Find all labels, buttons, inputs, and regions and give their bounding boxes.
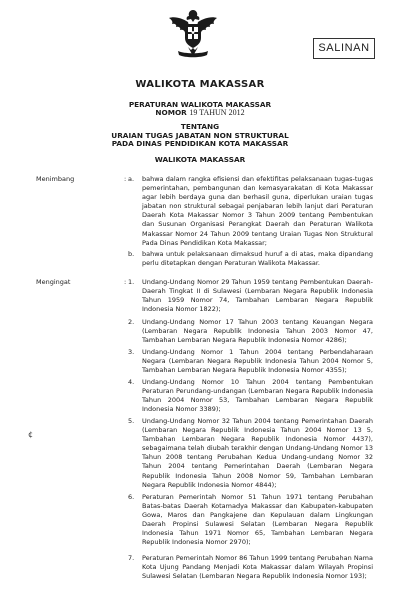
about-heading: TENTANG [180, 122, 220, 131]
number-value: 19 TAHUN 2012 [189, 108, 245, 117]
mengingat-colon: : [124, 278, 127, 286]
item-marker: 5. [128, 417, 135, 425]
item-marker: b. [128, 250, 135, 258]
mayor-heading: WALIKOTA MAKASSAR [154, 155, 246, 164]
salinan-stamp: SALINAN [313, 38, 375, 59]
item-text: Undang-Undang Nomor 32 Tahun 2004 tentang Pemerintahan Daerah (Lembaran Negara Republik Indonesia Tahun 2004 Nomor 13 5, Tambahan Lembaran Negara Republik Indonesia Nomor 4437), sebagaimana telah diubah terakhir dengan Undang-Undang Nomor 13 Tahun 2008 tentang Perubahan Kedua Undang-undang Nomor 32 Tahun 2004 tentang Pemerintahan Daerah (Lembaran Negara Republik Indonesia Tahun 2008 Nomor 59, Tambahan Lembaran Negara Republik Indonesia Nomor 4844); [142, 417, 373, 489]
mengingat-label: Mengingat [36, 278, 71, 286]
mengingat-item-1 [128, 278, 373, 314]
item-marker: 3. [128, 348, 135, 356]
item-marker: a. [128, 175, 135, 183]
item-text: Undang-Undang Nomor 10 Tahun 2004 tentang Pembentukan Peraturan Perundang-undangan (Lembaran Negara Republik Indonesia Tahun 2004 Nomor 53, Tambahan Lembaran Negara Republik Indonesia Nomor 3389); [142, 378, 373, 414]
regulation-title: PERATURAN WALIKOTA MAKASSAR [128, 100, 272, 109]
item-marker: 2. [128, 318, 135, 326]
mengingat-item-4 [128, 378, 373, 414]
item-text: bahwa untuk pelaksanaan dimaksud huruf a di atas, maka dipandang perlu ditetapkan dengan Peraturan Walikota Makassar. [142, 250, 373, 268]
mengingat-item-5 [128, 417, 373, 490]
regulation-number [0, 108, 400, 117]
item-text: Undang-Undang Nomor 1 Tahun 2004 tentang Perbendaharaan Negara (Lembaran Negara Republik Indonesia Tahun 2004 Nomor 5, Tambahan Lembaran Negara Republik Indonesia Nomor 4355); [142, 348, 373, 375]
subject-line-1: URAIAN TUGAS JABATAN NON STRUKTURAL [111, 131, 289, 140]
item-marker: 7. [128, 554, 135, 562]
mengingat-item-2 [128, 318, 373, 345]
item-marker: 4. [128, 378, 135, 386]
item-text: Peraturan Pemerintah Nomor 51 Tahun 1971 tentang Perubahan Batas-batas Daerah Kotamadya Makassar dan Kabupaten-kabupaten Gowa, Maros dan Pangkajene dan Kepulauan dalam Lingkungan Daerah Propinsi Sulawesi Selatan (Lembaran Negara Republik Indonesia Tahun 1971 Nomor 65, Tambahan Lembaran Negara Republik Indonesia Nomor 2970); [142, 493, 373, 547]
mengingat-item-7 [128, 554, 373, 581]
item-text: Undang-Undang Nomor 17 Tahun 2003 tentang Keuangan Negara (Lembaran Negara Republik Indonesia Tahun 2003 Nomor 47, Tambahan Lembaran Negara Republik Indonesia Nomor 4286); [142, 318, 373, 345]
menimbang-label: Menimbang [36, 175, 75, 183]
number-label: NOMOR [155, 108, 187, 117]
menimbang-item-b [128, 250, 373, 268]
item-text: Undang-Undang Nomor 29 Tahun 1959 tentang Pembentukan Daerah-Daerah Tingkat II di Sulawesi (Lembaran Negara Republik Indonesia Tahun 1959 Nomor 74, Tambahan Lembaran Negara Republik Indonesia Nomor 1822); [142, 278, 373, 314]
item-marker: 1. [128, 278, 135, 286]
mengingat-item-3 [128, 348, 373, 375]
margin-mark: ¢ [28, 430, 34, 439]
garuda-emblem-icon [168, 8, 218, 60]
item-text: Peraturan Pemerintah Nomor 86 Tahun 1999 tentang Perubahan Nama Kota Ujung Pandang Menjadi Kota Makassar dalam Wilayah Propinsi Sulawesi Selatan (Lembaran Negara Republik Indonesia Nomor 193); [142, 554, 373, 581]
menimbang-colon: : [124, 175, 127, 183]
item-text: bahwa dalam rangka efisiensi dan efektifitas pelaksanaan tugas-tugas pemerintahan, pembangunan dan kemasyarakatan di Kota Makassar agar lebih berdaya guna dan berhasil guna, diperlukan uraian tugas jabatan non struktural sebagai penjabaran lebih lanjut dari Peraturan Daerah Kota Makassar Nomor 3 Tahun 2009 tentang Pembentukan dan Susunan Organisasi Perangkat Daerah dan Peraturan Walikota Makassar Nomor 24 Tahun 2009 tentang Uraian Tugas Non Struktural Pada Dinas Pendidikan Kota Makassar; [142, 175, 373, 247]
subject-line-2: PADA DINAS PENDIDIKAN KOTA MAKASSAR [111, 139, 289, 148]
mengingat-item-6 [128, 493, 373, 548]
menimbang-item-a [128, 175, 373, 248]
item-marker: 6. [128, 493, 135, 501]
mayor-title: WALIKOTA MAKASSAR [135, 79, 265, 90]
